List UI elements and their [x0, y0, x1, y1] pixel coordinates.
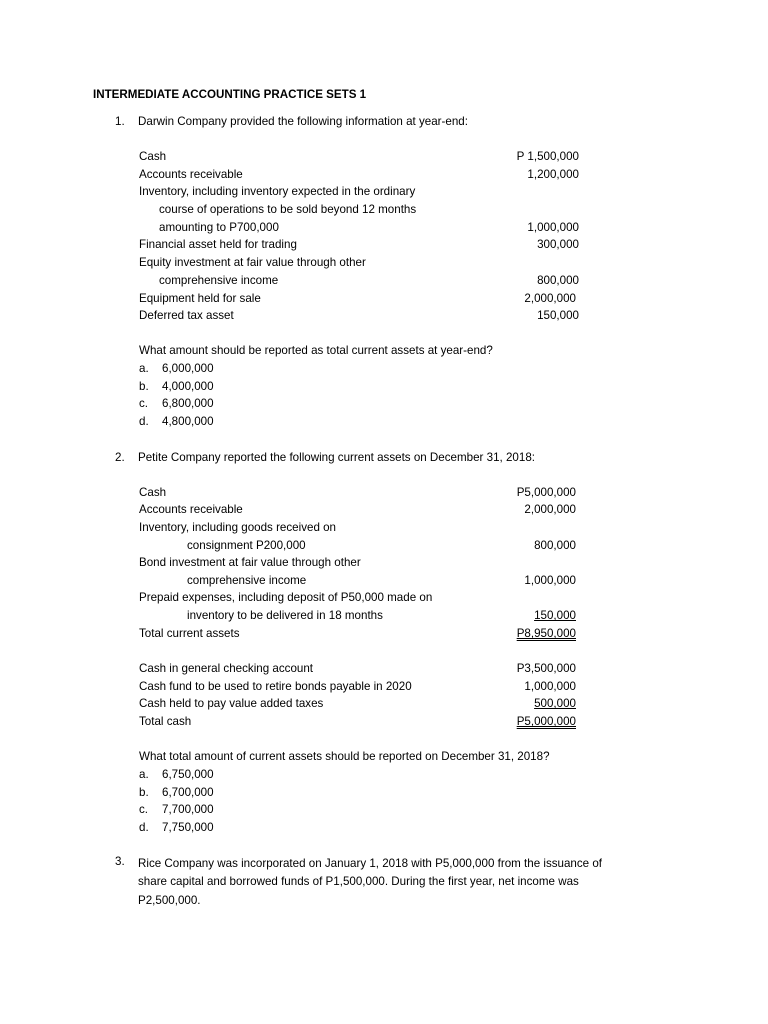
question-text: Darwin Company provided the following information at year-end: [138, 115, 468, 128]
row-label: Cash [139, 150, 167, 163]
row-label: Prepaid expenses, including deposit of P50,000 made on [139, 591, 433, 604]
row-amount: 1,200,000 [527, 168, 579, 181]
row-label: Financial asset held for trading [139, 238, 297, 251]
schedule-row [139, 292, 579, 309]
row-label: Inventory, including goods received on [139, 521, 337, 534]
option-letter: a. [139, 768, 149, 781]
row-label: Total current assets [139, 627, 240, 640]
schedule-row [139, 627, 576, 644]
option-value: 4,000,000 [162, 380, 214, 393]
option-letter: a. [139, 362, 149, 375]
option-value: 6,750,000 [162, 768, 214, 781]
option-letter: b. [139, 380, 149, 393]
question-text-line: Rice Company was incorporated on January 1, 2018 with P5,000,000 from the issuance of [138, 857, 603, 870]
row-label: course of operations to be sold beyond 12 months [159, 203, 417, 216]
schedule-row [139, 574, 576, 591]
schedule-row [139, 185, 579, 202]
row-amount: 150,000 [534, 609, 576, 622]
schedule-row [139, 486, 576, 503]
row-label: Cash [139, 486, 167, 499]
row-label: Accounts receivable [139, 168, 243, 181]
question-text [138, 855, 658, 910]
row-label: Cash fund to be used to retire bonds payable in 2020 [139, 680, 412, 693]
row-amount: 1,000,000 [524, 574, 576, 587]
option-letter: d. [139, 821, 149, 834]
question-text-line: P2,500,000. [138, 893, 201, 907]
question-number: 3. [115, 855, 125, 868]
schedule-row [139, 697, 576, 714]
question-number: 1. [115, 115, 125, 128]
option-letter: d. [139, 415, 149, 428]
row-label: Cash held to pay value added taxes [139, 697, 324, 710]
option-letter: c. [139, 803, 149, 816]
row-label: inventory to be delivered in 18 months [187, 609, 383, 622]
row-label: Deferred tax asset [139, 309, 234, 322]
schedule-row [139, 150, 579, 167]
option-value: 7,700,000 [162, 803, 214, 816]
schedule-row [139, 521, 576, 538]
schedule-row [139, 539, 576, 556]
schedule-row [139, 168, 579, 185]
row-amount: 800,000 [537, 274, 579, 287]
option-value: 7,750,000 [162, 821, 214, 834]
row-amount: P3,500,000 [516, 662, 576, 675]
row-label: Equity investment at fair value through other [139, 256, 366, 269]
row-amount: 150,000 [537, 309, 579, 322]
document-title: INTERMEDIATE ACCOUNTING PRACTICE SETS 1 [93, 88, 367, 101]
question-text-line: share capital and borrowed funds of P1,500,000. During the first year, net income was [138, 875, 579, 889]
row-label: comprehensive income [187, 574, 307, 587]
schedule-row [139, 274, 579, 291]
row-amount: 2,000,000 [524, 292, 576, 305]
row-label: amounting to P700,000 [159, 221, 279, 234]
option-value: 6,800,000 [162, 397, 214, 410]
row-label: Inventory, including inventory expected in the ordinary [139, 185, 416, 198]
schedule-row [139, 680, 576, 697]
question-prompt: What total amount of current assets should be reported on December 31, 2018? [139, 750, 550, 763]
row-label: Cash in general checking account [139, 662, 314, 675]
row-label: Equipment held for sale [139, 292, 261, 305]
row-amount: 500,000 [534, 697, 576, 710]
row-amount: P8,950,000 [516, 627, 576, 640]
schedule-row [139, 503, 576, 520]
option-letter: c. [139, 397, 149, 410]
schedule-row [139, 309, 579, 326]
question-prompt: What amount should be reported as total current assets at year-end? [139, 344, 493, 357]
option-value: 6,000,000 [162, 362, 214, 375]
option-value: 6,700,000 [162, 786, 214, 799]
schedule-row [139, 203, 579, 220]
schedule-row [139, 609, 576, 626]
question-number: 2. [115, 451, 125, 464]
schedule-row [139, 591, 576, 608]
question-text: Petite Company reported the following current assets on December 31, 2018: [138, 451, 535, 464]
row-amount: 800,000 [534, 539, 576, 552]
row-label: Accounts receivable [139, 503, 243, 516]
schedule-row [139, 662, 576, 679]
row-amount: P5,000,000 [516, 486, 576, 499]
row-amount: 1,000,000 [524, 680, 576, 693]
row-amount: 1,000,000 [527, 221, 579, 234]
row-amount: P 1,500,000 [516, 150, 579, 163]
schedule-row [139, 238, 579, 255]
row-label: consignment P200,000 [187, 539, 306, 552]
schedule-row [139, 256, 579, 273]
row-label: comprehensive income [159, 274, 279, 287]
row-label: Total cash [139, 715, 192, 728]
row-amount: P5,000,000 [516, 715, 576, 728]
option-letter: b. [139, 786, 149, 799]
row-amount: 300,000 [537, 238, 579, 251]
row-label: Bond investment at fair value through other [139, 556, 361, 569]
schedule-row [139, 221, 579, 238]
schedule-row [139, 715, 576, 732]
schedule-row [139, 556, 576, 573]
row-amount: 2,000,000 [524, 503, 576, 516]
option-value: 4,800,000 [162, 415, 214, 428]
